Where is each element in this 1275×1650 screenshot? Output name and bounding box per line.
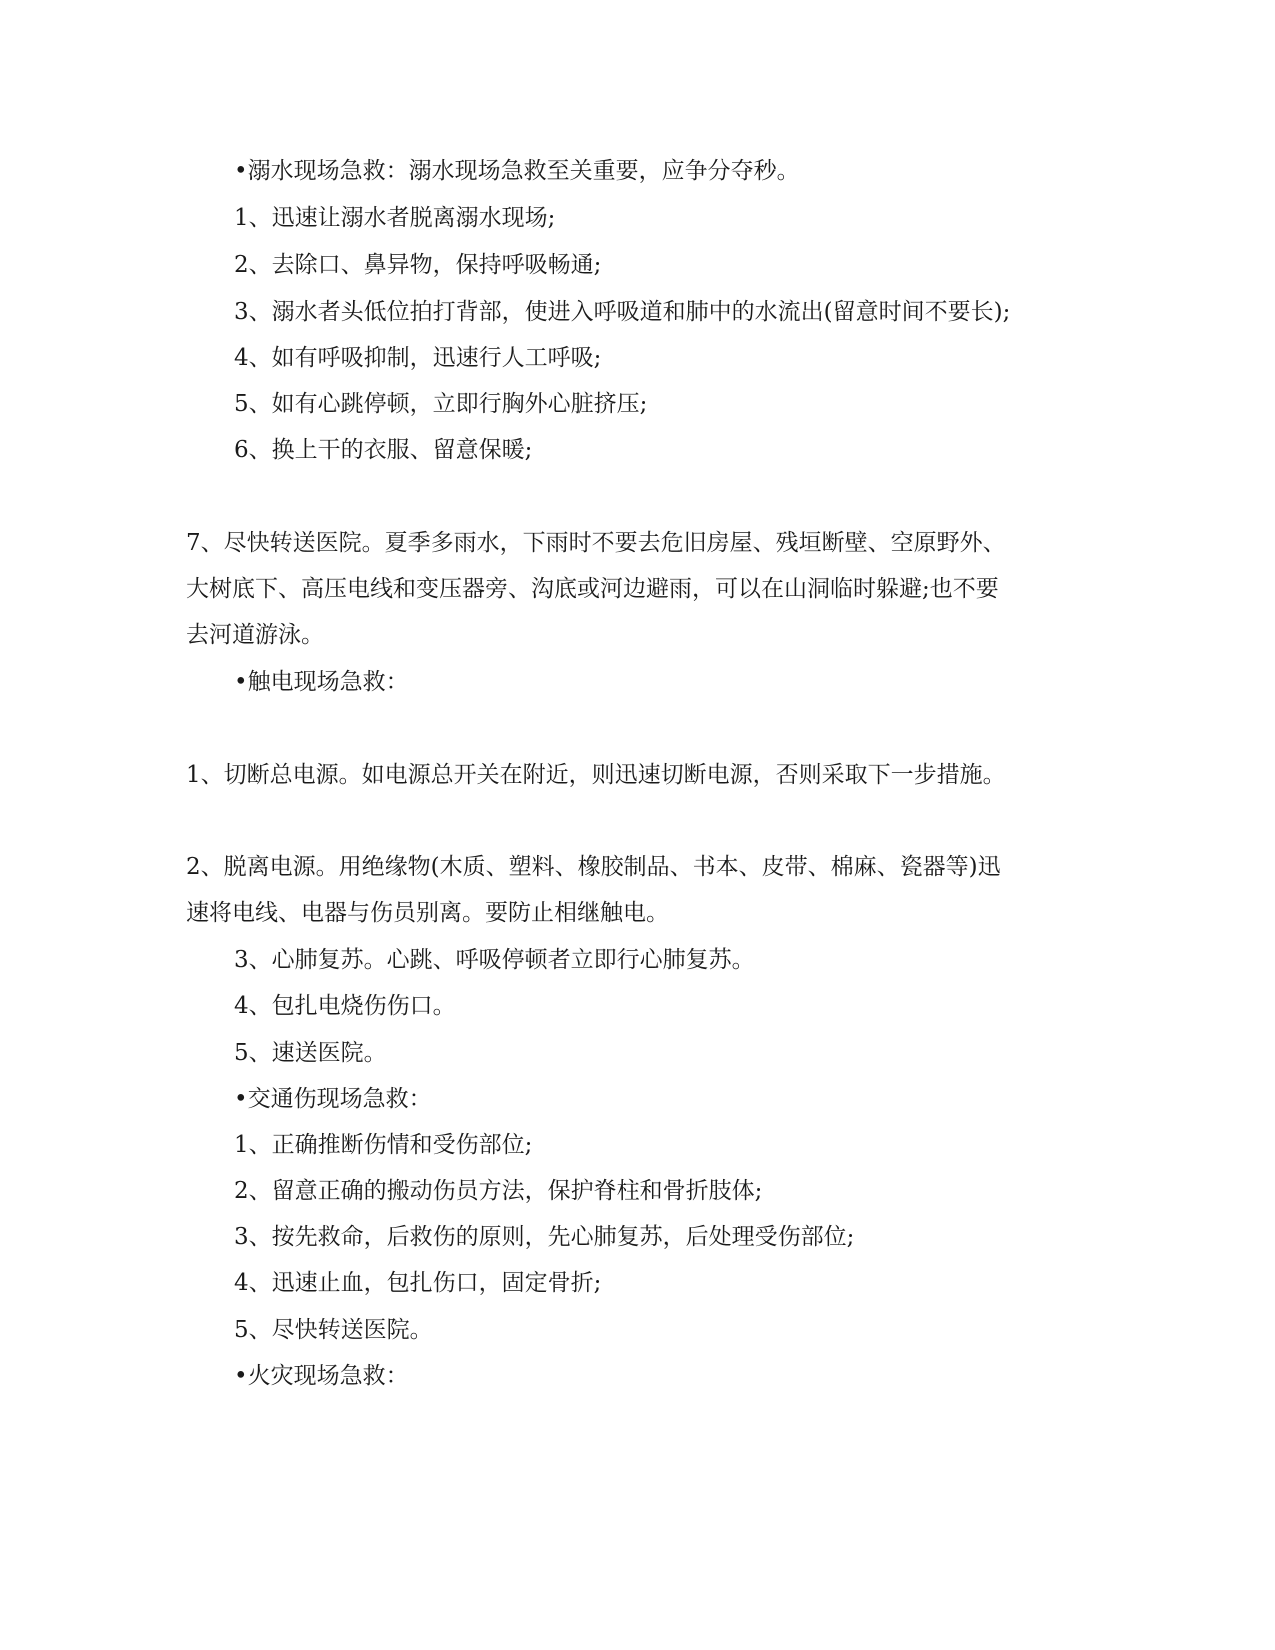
section-heading-electric: •触电现场急救：: [234, 669, 409, 695]
list-item: 6、换上干的衣服、留意保暖;: [234, 437, 533, 463]
list-item: 1、迅速让溺水者脱离溺水现场;: [234, 205, 556, 231]
section-heading-traffic: •交通伤现场急救：: [234, 1086, 432, 1112]
paragraph-line: 去河道游泳。: [186, 622, 324, 648]
list-item: 2、去除口、鼻异物，保持呼吸畅通;: [234, 252, 602, 278]
list-item: 4、包扎电烧伤伤口。: [234, 993, 456, 1019]
list-item: 3、心肺复苏。心跳、呼吸停顿者立即行心肺复苏。: [234, 947, 755, 973]
paragraph-line: 2、脱离电源。用绝缘物(木质、塑料、橡胶制品、书本、皮带、棉麻、瓷器等)迅: [186, 854, 1001, 880]
list-item: 4、迅速止血，包扎伤口，固定骨折;: [234, 1270, 602, 1296]
list-item: 3、溺水者头低位拍打背部，使进入呼吸道和肺中的水流出(留意时间不要长);: [234, 299, 1011, 325]
paragraph-line: 大树底下、高压电线和变压器旁、沟底或河边避雨，可以在山洞临时躲避;也不要: [186, 576, 999, 602]
section-heading-drowning: •溺水现场急救：溺水现场急救至关重要，应争分夺秒。: [234, 158, 800, 184]
list-item: 5、尽快转送医院。: [234, 1317, 433, 1343]
list-item: 2、留意正确的搬动伤员方法，保护脊柱和骨折肢体;: [234, 1178, 763, 1204]
paragraph-line: 速将电线、电器与伤员别离。要防止相继触电。: [186, 900, 669, 926]
paragraph-line: 1、切断总电源。如电源总开关在附近，则迅速切断电源，否则采取下一步措施。: [186, 762, 1006, 788]
list-item: 5、如有心跳停顿，立即行胸外心脏挤压;: [234, 391, 648, 417]
paragraph-line: 7、尽快转送医院。夏季多雨水，下雨时不要去危旧房屋、残垣断壁、空原野外、: [186, 530, 1006, 556]
list-item: 3、按先救命，后救伤的原则，先心肺复苏，后处理受伤部位;: [234, 1224, 855, 1250]
list-item: 1、正确推断伤情和受伤部位;: [234, 1132, 533, 1158]
section-heading-fire: •火灾现场急救：: [234, 1363, 409, 1389]
list-item: 5、速送医院。: [234, 1040, 387, 1066]
list-item: 4、如有呼吸抑制，迅速行人工呼吸;: [234, 345, 602, 371]
